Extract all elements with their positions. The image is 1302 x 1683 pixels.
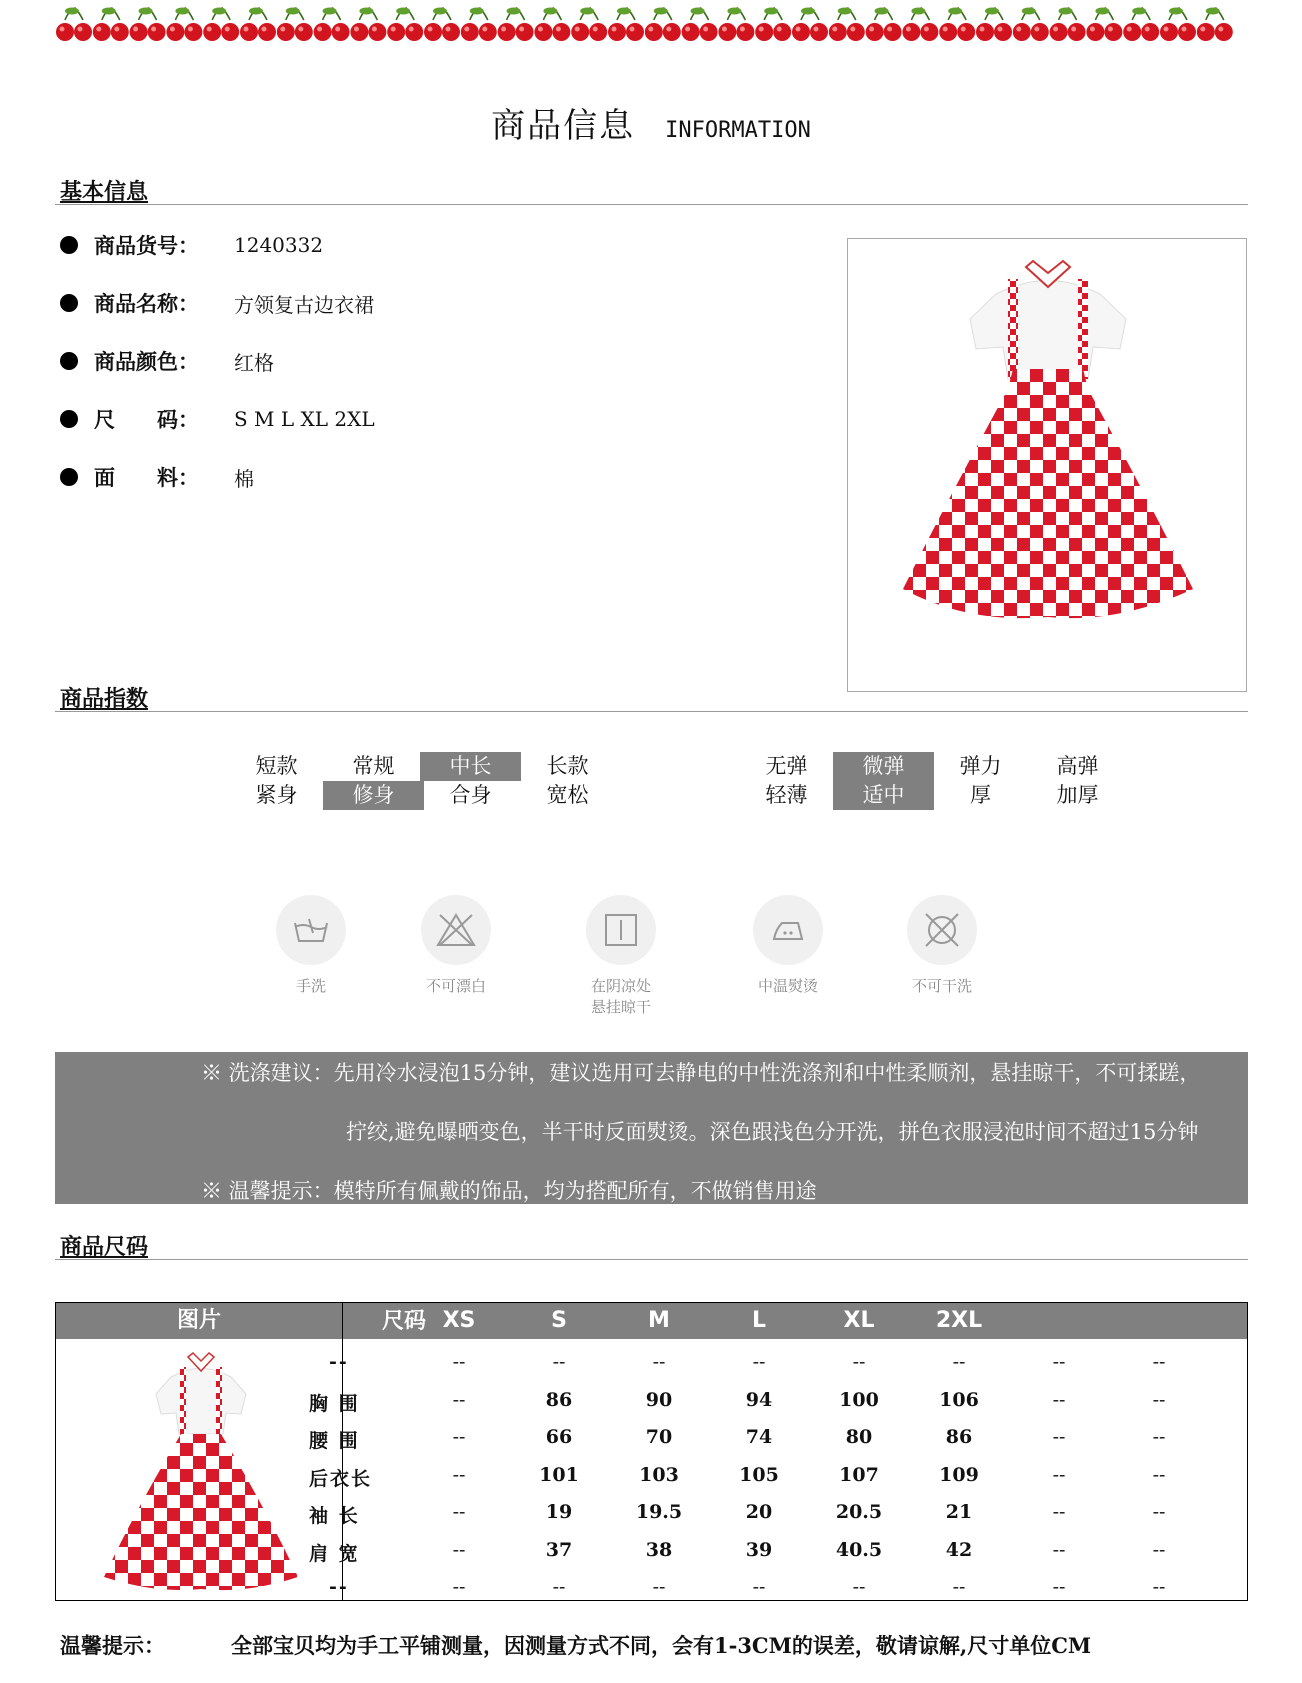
cherry-icon (1123, 8, 1159, 42)
size-cell: 38 (645, 1538, 673, 1561)
cherry-icon (718, 8, 754, 42)
info-row (60, 457, 254, 497)
size-cell: -- (952, 1576, 966, 1598)
page-title-en: INFORMATION (665, 118, 811, 143)
header-size: 尺码 (381, 1308, 426, 1334)
cherry-icon (939, 8, 975, 42)
cherry-icon (350, 8, 386, 42)
size-cell: -- (1152, 1388, 1166, 1411)
cherry-icon (866, 8, 902, 42)
size-cell: 70 (645, 1426, 673, 1448)
care-label: 不可漂白 (425, 977, 486, 995)
size-header: 2XL (935, 1308, 983, 1333)
size-cell: 40.5 (835, 1538, 883, 1561)
index-option: 长款 (546, 754, 589, 778)
size-cell: 103 (639, 1463, 679, 1486)
care-item (551, 895, 691, 1017)
section-title: 商品尺码 (60, 1234, 149, 1260)
cherry-icon (1050, 8, 1086, 42)
size-cell: -- (1052, 1463, 1066, 1486)
cherry-icon (902, 8, 938, 42)
notice-line-3: ※ 温馨提示：模特所有佩戴的饰品，均为搭配所有，不做销售用途 (201, 1179, 817, 1203)
size-header: L (751, 1308, 767, 1333)
size-cell: -- (1152, 1351, 1166, 1373)
size-cell: 90 (645, 1388, 673, 1411)
care-label: 在阴凉处 悬挂晾干 (590, 977, 651, 1016)
size-table-header (56, 1303, 1247, 1339)
size-cell: 105 (739, 1463, 779, 1486)
index-option: 合身 (449, 783, 492, 807)
size-cell: -- (552, 1351, 566, 1373)
size-header: M (648, 1308, 670, 1333)
bullet-icon (60, 410, 78, 428)
info-value: 红格 (234, 350, 274, 375)
index-option: 常规 (352, 754, 395, 778)
bullet-icon (60, 352, 78, 370)
index-option: 修身 (323, 781, 424, 810)
cherry-icon (498, 8, 534, 42)
size-cell: -- (452, 1426, 466, 1448)
size-cell: -- (1152, 1576, 1166, 1598)
size-cell: -- (452, 1501, 466, 1523)
product-photo (847, 238, 1247, 692)
bullet-icon (60, 236, 78, 254)
row-label: -- (329, 1576, 349, 1598)
info-value: 棉 (234, 466, 254, 491)
size-cell: 109 (939, 1463, 979, 1486)
care-label: 不可干洗 (911, 977, 972, 995)
size-cell: -- (752, 1351, 766, 1373)
no-bleach-icon (421, 895, 491, 965)
info-value: 1240332 (234, 233, 324, 257)
notice-line-2: 拧绞,避免曝晒变色，半干时反面熨烫。深色跟浅色分开洗，拼色衣服浸泡时间不超过15分钟 (346, 1120, 1199, 1144)
size-cell: 101 (539, 1463, 579, 1486)
size-cell: -- (652, 1351, 666, 1373)
index-option: 宽松 (546, 783, 589, 807)
washing-notice (55, 1052, 1248, 1204)
size-cell: 20.5 (835, 1501, 883, 1523)
size-cell: -- (552, 1576, 566, 1598)
size-cell: -- (452, 1538, 466, 1561)
care-item (718, 895, 858, 996)
care-item (386, 895, 526, 996)
size-cell: -- (1052, 1351, 1066, 1373)
index-option: 紧身 (255, 783, 298, 807)
size-cell: -- (452, 1576, 466, 1598)
size-cell: 106 (939, 1388, 979, 1411)
dress-thumbnail (76, 1339, 326, 1594)
index-option: 加厚 (1056, 783, 1099, 807)
cherry-icon (387, 8, 423, 42)
bullet-icon (60, 468, 78, 486)
size-cell: -- (1152, 1501, 1166, 1523)
bullet-icon (60, 294, 78, 312)
hand-wash-icon (276, 895, 346, 965)
size-header: XL (843, 1308, 875, 1333)
cherry-icon (792, 8, 828, 42)
section-size (55, 1225, 1248, 1260)
size-cell: 42 (945, 1538, 973, 1561)
cherry-icon (1160, 8, 1196, 42)
index-option: 中长 (420, 752, 521, 781)
cherry-icon (277, 8, 313, 42)
cherry-icon (976, 8, 1012, 42)
cherry-icon (166, 8, 202, 42)
cherry-icon (1197, 8, 1233, 42)
size-cell: -- (1052, 1576, 1066, 1598)
row-label: 胸 围 (309, 1392, 360, 1415)
dress-illustration (848, 239, 1246, 691)
section-basic-info (55, 170, 1248, 205)
row-label: 后衣长 (309, 1467, 373, 1490)
info-label: 商品货号： (94, 233, 199, 258)
cherry-icon (203, 8, 239, 42)
size-cell: 66 (545, 1426, 573, 1448)
size-cell: 100 (839, 1388, 879, 1411)
size-cell: 19.5 (635, 1501, 683, 1523)
row-label: 腰 围 (309, 1430, 360, 1452)
cherry-icon (461, 8, 497, 42)
size-cell: -- (952, 1351, 966, 1373)
care-label: 中温熨烫 (757, 977, 818, 995)
size-cell: 39 (745, 1538, 773, 1561)
info-label: 商品名称： (94, 291, 199, 316)
footer-note (60, 1630, 1091, 1660)
size-cell: -- (1052, 1538, 1066, 1561)
info-row (60, 283, 374, 323)
cherry-icon (829, 8, 865, 42)
page-title: 商品信息 INFORMATION (491, 106, 811, 146)
size-cell: -- (852, 1351, 866, 1373)
row-label: -- (329, 1351, 349, 1373)
row-label: 肩 宽 (309, 1542, 360, 1565)
cherry-icon (608, 8, 644, 42)
size-cell: -- (452, 1351, 466, 1373)
info-value: S M L XL 2XL (234, 407, 375, 431)
shade-dry-icon (586, 895, 656, 965)
cherry-icon (130, 8, 166, 42)
size-cell: 21 (945, 1501, 973, 1523)
cherry-icon (93, 8, 129, 42)
cherry-icon (314, 8, 350, 42)
cherry-icon (1013, 8, 1049, 42)
info-label: 商品颜色： (94, 349, 199, 374)
index-option: 无弹 (765, 754, 808, 778)
care-item (872, 895, 1012, 996)
info-row (60, 225, 323, 265)
cherry-icon (645, 8, 681, 42)
index-option: 弹力 (959, 754, 1002, 778)
size-cell: 86 (545, 1388, 573, 1411)
index-option: 微弹 (833, 752, 934, 781)
info-row (60, 341, 274, 381)
size-cell: -- (1052, 1426, 1066, 1448)
index-option: 高弹 (1056, 754, 1099, 778)
size-cell: -- (652, 1576, 666, 1598)
index-option: 短款 (255, 754, 298, 778)
care-item (241, 895, 381, 996)
section-product-index (55, 677, 1248, 712)
cherry-border-decoration (55, 0, 1248, 42)
size-cell: -- (452, 1463, 466, 1486)
size-header: S (551, 1308, 567, 1333)
size-cell: -- (1052, 1501, 1066, 1523)
size-cell: -- (852, 1576, 866, 1598)
size-cell: 20 (745, 1501, 773, 1523)
iron-medium-icon (753, 895, 823, 965)
size-cell: 74 (745, 1426, 773, 1448)
size-cell: 37 (545, 1538, 573, 1561)
cherry-icon (240, 8, 276, 42)
header-picture: 图片 (176, 1308, 221, 1333)
size-cell: 94 (745, 1388, 773, 1411)
footer-text: 全部宝贝均为手工平铺测量，因测量方式不同，会有1-3CM的误差，敬请谅解,尺寸单位CM (231, 1633, 1092, 1658)
size-table (55, 1302, 1248, 1601)
cherry-icon (424, 8, 460, 42)
no-dry-clean-icon (907, 895, 977, 965)
cherry-icon (755, 8, 791, 42)
notice-line-1: ※ 洗涤建议：先用冷水浸泡15分钟，建议选用可去静电的中性洗涤剂和中性柔顺剂，悬挂晾干，不可揉蹉， (201, 1061, 1201, 1085)
size-cell: -- (1152, 1426, 1166, 1448)
index-option: 轻薄 (765, 783, 808, 807)
size-cell: 80 (845, 1426, 873, 1448)
index-option: 适中 (833, 781, 934, 810)
size-cell: -- (1052, 1388, 1066, 1411)
size-cell: -- (752, 1576, 766, 1598)
info-row (60, 399, 375, 439)
cherry-icon (56, 8, 92, 42)
size-table-photo (76, 1339, 326, 1600)
section-title: 商品指数 (60, 686, 149, 712)
info-value: 方领复古边衣裙 (234, 292, 374, 317)
size-cell: 107 (839, 1463, 879, 1486)
size-cell: -- (452, 1388, 466, 1411)
info-label: 尺 码： (94, 407, 199, 432)
size-header: XS (442, 1308, 476, 1333)
footer-label: 温馨提示： (60, 1633, 165, 1658)
care-label: 手洗 (295, 977, 326, 995)
section-title: 基本信息 (60, 179, 149, 205)
cherry-icon (682, 8, 718, 42)
size-cell: -- (1152, 1463, 1166, 1486)
cherry-icon (571, 8, 607, 42)
cherry-icon (534, 8, 570, 42)
size-cell: -- (1152, 1538, 1166, 1561)
index-option: 厚 (970, 783, 991, 807)
size-cell: 19 (545, 1501, 573, 1523)
cherry-icon (1086, 8, 1122, 42)
info-label: 面 料： (94, 465, 199, 490)
size-cell: 86 (945, 1426, 973, 1448)
row-label: 袖 长 (309, 1505, 360, 1527)
